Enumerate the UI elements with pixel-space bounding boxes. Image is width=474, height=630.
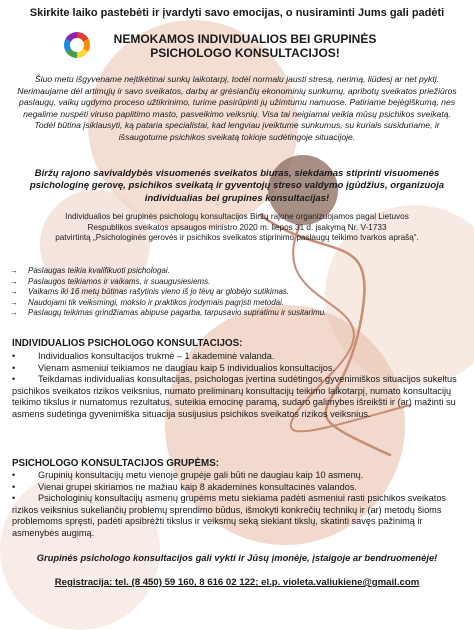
legal-basis	[12, 212, 462, 244]
list-item: • Individualios konsultacijos trukmė – 1 akademinė valanda.	[12, 351, 275, 361]
bullet-icon: •	[12, 493, 16, 503]
list-item: • Vienam asmeniui teikiamos ne daugiau kaip 5 individualios konsultacijos.	[12, 362, 336, 373]
list-item: → Naudojami tik veiksmingi, mokslo ir praktikos įrodymais pagrįsti metodai.	[10, 297, 285, 307]
group-heading: PSICHOLOGO KONSULTACIJOS GRUPĖMS:	[12, 458, 220, 469]
individual-list	[12, 351, 464, 420]
list-item: → Paslaugas teikia kvalifikuoti psichologai.	[10, 266, 170, 275]
bullet-icon: •	[12, 374, 16, 384]
arrow-right-icon: →	[10, 308, 18, 317]
list-item: • Vienai grupei skiriamos ne mažiau kaip 8 akademinės konsultacinės valandos.	[12, 481, 358, 492]
arrow-right-icon: →	[10, 287, 18, 296]
title-line-1: NEMOKAMOS INDIVIDUALIOS BEI GRUPINĖS	[113, 32, 377, 46]
list-item: • Grupinių konsultacijų metu vienoje grupėje gali būti ne daugiau kaip 10 asmenų.	[12, 470, 364, 480]
arrow-right-icon: →	[10, 276, 18, 286]
page-title	[60, 32, 430, 60]
title-line-2: PSICHOLOGO KONSULTACIJOS!	[150, 46, 340, 60]
bullet-icon: •	[12, 351, 16, 361]
closing-statement: Grupinės psichologo konsultacijos gali vykti ir Jūsų įmonėje, įstaigoje ar bendruomenėje!	[36, 552, 438, 563]
bullet-icon: •	[12, 481, 16, 492]
registration-contact[interactable]	[0, 577, 474, 588]
list-item: • Teikdamas individualias konsultacijas, psichologas įvertina sudėtingos gyvenimiškos situacijos sukeltus psichikos sveikatos rizikos veiksnius, numato preliminarų konsultacijų teikimo laikotarpį, numato konsultacijų teikimo tikslus ir numatomus rezultatus, suteikia emocinę paramą, sudaro galimybes išreikšti ir (ar) mažinti su asmens sudėtinga gyvenimiška situacija susijusius psichikos sveikatos rizikos veiksnius.	[12, 374, 457, 419]
arrow-right-icon: →	[10, 297, 18, 307]
list-item: → Paslaugos teikiamos ir vaikams, ir suaugusiesiems.	[10, 276, 211, 286]
legal-line-1: Individualios bei grupinės psichologų konsultacijos Biržų rajone organizuojamos pagal Lietuvos	[65, 212, 409, 221]
list-item: → Vaikams iki 16 metų būtinas rašytinis vieno iš jo tėvų ar globėjo sutikimas.	[10, 287, 290, 296]
intro-paragraph: Šiuo metu išgyvename neįtikėtinai sunkų laikotarpį, todėl normalu jausti stresą, nerimą, liūdesį ar net pyktį. Nerimaujame dėl artimųjų ir savo sveikatos, darbų ar grėsiančių ekonominių sunkumų, apribotų sveikatos priežiūros paslaugų, vaikų ugdymo proceso užtikrinimo, turime pasirūpinti jų užimtumu namuose. Patiriame bejėgiškumą, nes negalime nuspėti viruso paplitimo masto, pasveikimo veiksnių. Visa tai neigiamai veikia mūsų psichikos sveikatą. Todėl būtina įsiklausyti, ką pataria specialistai, kad lengviau įveiktume sunkumus, su kuriais susiduriame, ir išsaugotume psichikos sveikatą tokioje sudėtingoje situacijoje.	[17, 74, 457, 142]
individual-heading: INDIVIDUALIOS PSICHOLOGO KONSULTACIJOS:	[12, 338, 243, 349]
registration-text[interactable]: Registracija: tel. (8 450) 59 160, 8 616 02 122; el.p. violeta.valiukiene@gmail.com	[54, 577, 420, 588]
service-facts-list	[10, 266, 430, 319]
top-line: Skirkite laiko pastebėti ir įvardyti savo emocijas, o nusiraminti Jums gali padėti	[29, 7, 445, 19]
arrow-right-icon: →	[10, 266, 18, 275]
list-item: → Paslaugų teikimas grindžiamas abipuse pagarba, tarpusavio supratimu ir susitarimu.	[10, 308, 327, 317]
bullet-icon: •	[12, 362, 16, 373]
list-item: • Psichologinių konsultacijų asmenų grupėms metu siekiama padėti asmeniui rasti psichikos sveikatos rizikos veiksnius sukeliančių problemų sprendimo būdus, išmokyti konkrečių technikų ir (ar) metodų šioms problemoms spręsti, padėti apsibrėžti tikslus ir veiksmų seką siekiant tikslų, skatinti savęs pažinimą ir asmenybės augimą.	[12, 493, 447, 538]
legal-line-3: patvirtintą „Psichologinės gerovės ir psichikos sveikatos stiprinimo paslaugų teikimo tvarkos aprašą“.	[55, 233, 419, 243]
group-list	[12, 470, 464, 539]
bullet-icon: •	[12, 470, 16, 480]
highlight-paragraph: Biržų rajono savivaldybės visuomenės sveikatos biuras, siekdamas stiprinti visuomenės psichologinę gerovę, psichikos sveikatą ir gyventojų streso valdymo įgūdžius, organizuoja individualias bei grupines konsultacijas!	[29, 168, 445, 204]
legal-line-2: Respublikos sveikatos apsaugos ministro 2020 m. liepos 31 d. įsakymą Nr. V-1733	[87, 222, 387, 232]
